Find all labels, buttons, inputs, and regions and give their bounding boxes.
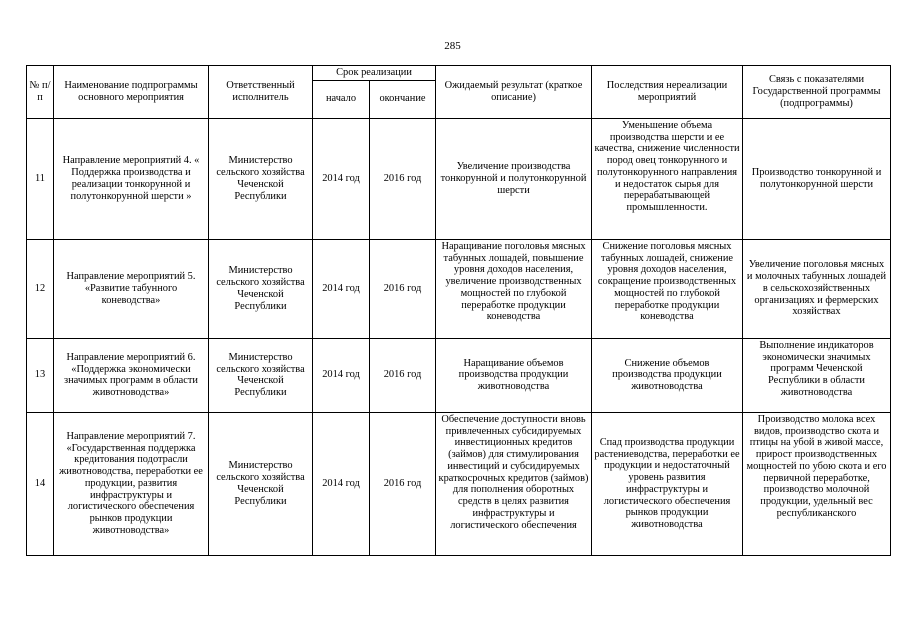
row-result: Наращивание объемов производства продукции животноводства — [436, 338, 592, 412]
header-result: Ожидаемый результат (краткое описание) — [436, 66, 592, 119]
row-start: 2014 год — [313, 118, 370, 239]
header-period: Срок реализации — [313, 66, 436, 81]
table-row — [27, 412, 891, 555]
row-name: Направление мероприятий 6. «Поддержка экономически значимых программ в области животноводства» — [54, 338, 209, 412]
row-name: Направление мероприятий 7. «Государственная поддержка кредитования подотрасли животноводства, переработки ее продукции, развития инфраструктуры и логистического обеспечения рынков продукции животноводства» — [54, 412, 209, 555]
row-consequences: Снижение поголовья мясных табунных лошадей, снижение уровня доходов населения, сокращение производственных мощностей по глубокой переработке продукции коневодства — [597, 240, 737, 323]
measures-table — [26, 65, 891, 556]
header-end: окончание — [370, 80, 436, 118]
row-link: Выполнение индикаторов экономически значимых программ Чеченской Республики в области животноводства — [759, 339, 874, 398]
row-link: Производство молока всех видов, производство скота и птицы на убой в живой массе, прирост производственных мощностей по убою скота и его первичной переработке, производство молочной продукции, удельный вес республиканского — [746, 413, 887, 519]
row-num: 11 — [27, 118, 54, 239]
row-name: Направление мероприятий 4. « Поддержка производства и реализации тонкорунной и полутонкорунной шерсти » — [54, 118, 209, 239]
table-row — [27, 338, 891, 412]
row-result: Увеличение производства тонкорунной и полутонкорунной шерсти — [436, 118, 592, 239]
row-executor: Министерство сельского хозяйства Чеченской Республики — [209, 338, 313, 412]
row-consequences: Снижение объемов производства продукции животноводства — [592, 338, 743, 412]
header-consequences: Последствия нереализации мероприятий — [592, 66, 743, 119]
row-executor: Министерство сельского хозяйства Чеченской Республики — [209, 239, 313, 338]
row-result: Наращивание поголовья мясных табунных лошадей, повышение уровня доходов населения, увеличение производственных мощностей по глубокой переработке продукции коневодства — [441, 240, 586, 323]
row-consequences: Спад производства продукции растениеводства, переработки ее продукции и недостаточный уровень развития инфраструктуры и логистического обеспечения рынков продукции животноводства — [592, 412, 743, 555]
row-link: Увеличение поголовья мясных и молочных табунных лошадей в сельскохозяйственных организациях и фермерских хозяйствах — [743, 239, 891, 338]
header-start: начало — [313, 80, 370, 118]
row-start: 2014 год — [313, 338, 370, 412]
row-link: Производство тонкорунной и полутонкорунной шерсти — [743, 118, 891, 239]
table-row — [27, 118, 891, 239]
row-name: Направление мероприятий 5. «Развитие табунного коневодства» — [54, 239, 209, 338]
row-end: 2016 год — [370, 239, 436, 338]
row-end: 2016 год — [370, 412, 436, 555]
header-num: № п/п — [27, 66, 54, 119]
row-executor: Министерство сельского хозяйства Чеченской Республики — [209, 118, 313, 239]
header-row-top — [27, 66, 891, 81]
row-num: 13 — [27, 338, 54, 412]
header-link: Связь с показателями Государственной программы (подпрограммы) — [743, 66, 891, 119]
page-number: 285 — [444, 40, 461, 52]
row-end: 2016 год — [370, 118, 436, 239]
header-name: Наименование подпрограммы основного мероприятия — [54, 66, 209, 119]
row-num: 12 — [27, 239, 54, 338]
row-start: 2014 год — [313, 412, 370, 555]
row-start: 2014 год — [313, 239, 370, 338]
row-result: Обеспечение доступности вновь привлеченных субсидируемых инвестиционных кредитов (займов) для стимулирования инвестиций и субсидируемых краткосрочных кредитов (займов) для пополнения оборотных средств в целях развития инфраструктуры и логистического обеспечения — [438, 413, 589, 531]
row-end: 2016 год — [370, 338, 436, 412]
header-executor: Ответственный исполнитель — [209, 66, 313, 119]
table-row — [27, 239, 891, 338]
row-num: 14 — [27, 412, 54, 555]
row-executor: Министерство сельского хозяйства Чеченской Республики — [209, 412, 313, 555]
row-consequences: Уменьшение объема производства шерсти и ее качества, снижение численности пород овец тонкорунного и полутонкорунного направления и недостаток сырья для перерабатывающей промышленности. — [594, 119, 740, 213]
